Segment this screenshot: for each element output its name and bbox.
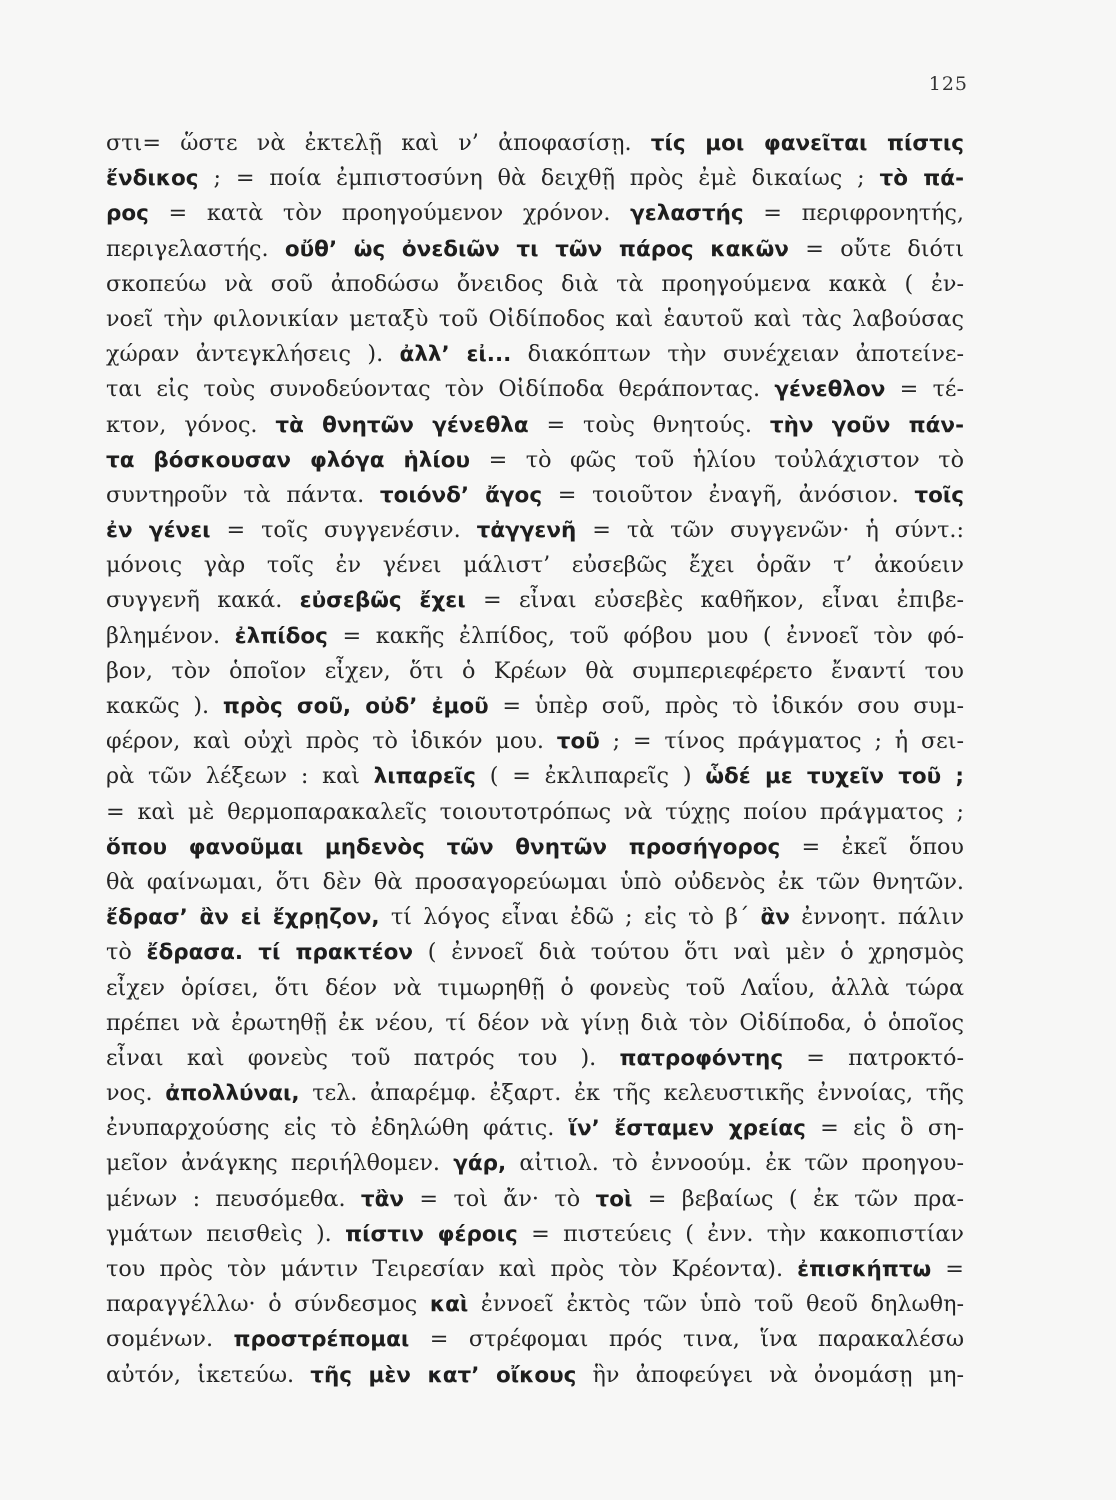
lemma-bold: προστρέπομαι [233,1327,410,1353]
gloss-text: μεῖον ἀνάγκης περιήλθομεν. [106,1150,454,1177]
text-line [106,900,964,935]
gloss-text: γμάτων πεισθεὶς ). [106,1220,346,1247]
gloss-text: ἐννοεῖ ἐκτὸς τῶν ὑπὸ τοῦ θεοῦ δηλωθη- [468,1291,964,1318]
gloss-text: νος. [106,1080,166,1107]
gloss-text: = βεβαίως ( ἐκ τῶν πρα- [632,1185,964,1212]
text-line [106,126,964,161]
gloss-text: φέρον, καὶ οὐχὶ πρὸς τὸ ἰδικόν μου. [106,728,557,755]
lemma-bold: τοῖς [914,482,964,508]
lemma-bold: ἀλλ’ εἰ... [399,342,512,368]
gloss-text: = τοὶ ἄν· τὸ [404,1185,596,1212]
gloss-text: θὰ φαίνωμαι, ὅτι δὲν θὰ προσαγορεύωμαι ὑπὸ οὐδενὸς ἐκ τῶν θνητῶν. [106,868,964,895]
text-line [106,583,964,618]
lemma-bold: τοῦ [556,729,600,755]
text-line [106,302,964,337]
text-line [106,1146,964,1181]
lemma-bold: ἔδρασ’ ἂν εἰ ἔχρῃζον, [106,905,380,931]
gloss-text: συγγενῆ κακά. [106,587,300,614]
gloss-text: = κακῆς ἐλπίδος, τοῦ φόβου μου ( ἐννοεῖ τὸν φό- [327,622,964,649]
gloss-text: τὸ [106,939,147,966]
gloss-text: κακῶς ). [106,693,223,719]
text-line [106,619,964,654]
lemma-bold: πίστιν φέροις [345,1221,518,1247]
gloss-text: συντηροῦν τὰ πάντα. [106,481,380,508]
gloss-text: = περιφρονητής, [743,200,964,227]
lemma-bold: εὐσεβῶς ἔχει [299,588,466,614]
gloss-text: στι [106,130,143,156]
gloss-text: = τοὺς θνητούς. [528,411,770,438]
text-line [106,548,964,583]
gloss-text: εἶναι καὶ φονεὺς τοῦ πατρός του ). [106,1044,620,1071]
lemma-bold: τοὶ [595,1186,633,1212]
gloss-text: χώραν ἀντεγκλήσεις ). [106,341,400,368]
gloss-text: = εἰς ὃ ση- [805,1115,964,1142]
gloss-text: αἰτιολ. τὸ ἐννοούμ. ἐκ τῶν προηγου- [506,1150,964,1177]
gloss-text: = εἶναι εὐσεβὲς καθῆκον, εἶναι ἐπιβε- [465,587,964,614]
lemma-bold: ἵν’ ἔσταμεν χρείας [568,1116,806,1142]
gloss-text: ; = τίνος πράγματος ; ἡ σει- [599,728,964,755]
gloss-text: βον, τὸν ὁποῖον εἶχεν, ὅτι ὁ Κρέων θὰ συμπεριεφέρετο ἔναντί του [106,657,964,684]
lemma-bold: τὸ πά- [879,166,964,192]
text-line [106,443,964,478]
text-line [106,1322,964,1357]
text-line [106,759,964,794]
text-line [106,971,964,1006]
text-line [106,1041,964,1076]
lemma-bold: καὶ [429,1292,469,1318]
gloss-text: εἶχεν ὁρίσει, ὅτι δέον νὰ τιμωρηθῇ ὁ φονεὺς τοῦ Λαΐου, ἀλλὰ τώρα [106,974,964,1001]
lemma-bold: ἐλπίδος [234,623,328,649]
text-line [106,865,964,900]
lemma-bold: ἂν [760,905,790,931]
text-line [106,408,964,443]
text-line [106,654,964,689]
gloss-text: περιγελαστής. [106,235,285,262]
text-line [106,1076,964,1111]
text-line [106,513,964,548]
gloss-text: κτον, γόνος. [106,411,276,438]
page-number: 125 [928,73,968,95]
gloss-text: = τοῖς συγγενέσιν. [210,517,477,544]
gloss-text: ( ἐννοεῖ διὰ τούτου ὅτι ναὶ μὲν ὁ χρησμὸς [413,939,964,966]
gloss-text: αὐτόν, ἱκετεύω. [106,1361,311,1388]
text-line [106,478,964,513]
lemma-bold: γένεθλον [774,377,886,403]
lemma-bold: ἐπισκήπτω [797,1257,932,1282]
gloss-text: του πρὸς τὸν μάντιν Τειρεσίαν καὶ πρὸς τὸν Κρέοντα). [106,1256,798,1282]
gloss-text: ἐννοητ. πάλιν [789,904,964,931]
gloss-text: = ὥστε νὰ ἐκτελῇ καὶ ν’ ἀποφασίσῃ. [142,130,651,156]
text-line [106,196,964,231]
lemma-bold: ρος [106,201,149,227]
gloss-text: = στρέφομαι πρός τινα, ἵνα παρακαλέσω [409,1326,964,1353]
lemma-bold: τἂν [360,1186,405,1212]
text-line [106,795,964,830]
lemma-bold: τῆς μὲν κατ’ οἴκους [310,1362,577,1388]
lemma-bold: ἀπολλύναι, [165,1081,300,1107]
text-line [106,935,964,970]
text-line [106,689,964,724]
gloss-text: = κατὰ τὸν προηγούμενον χρόνον. [148,200,631,227]
gloss-text: ; = ποία ἐμπιστοσύνη θὰ δειχθῇ πρὸς ἐμὲ δικαίως ; [198,165,880,192]
text-line [106,267,964,302]
text-line [106,1287,964,1322]
gloss-text: = πατροκτό- [783,1044,964,1071]
gloss-text: ( = ἐκλιπαρεῖς ) [475,763,706,790]
gloss-text: = τὰ τῶν συγγενῶν· ἡ σύντ.: [576,517,964,544]
lemma-bold: ἔδρασα. τί πρακτέον [146,940,414,966]
gloss-text: = πιστεύεις ( ἐνν. τὴν κακοπιστίαν [517,1220,964,1247]
text-line [106,1358,964,1393]
lemma-bold: οὔθ’ ὡς ὀνεδιῶν τι τῶν πάρος κακῶν [284,236,789,262]
gloss-text: ἐνυπαρχούσης εἰς τὸ ἐδηλώθη φάτις. [106,1115,569,1142]
lemma-bold: τὰ θνητῶν γένεθλα [275,412,529,438]
lemma-bold: ὅπου φανοῦμαι μηδενὸς τῶν θνητῶν προσήγορος [106,834,781,860]
lemma-bold: λιπαρεῖς [373,764,476,790]
gloss-text: νοεῖ τὴν φιλονικίαν μεταξὺ τοῦ Οἰδίποδος καὶ ἑαυτοῦ καὶ τὰς λαβούσας [106,305,964,332]
lemma-bold: τὴν γοῦν πάν- [769,412,964,438]
gloss-text: μένων : πευσόμεθα. [106,1185,361,1212]
commentary-text [106,126,964,1393]
gloss-text: = τέ- [885,376,964,403]
lemma-bold: πατροφόντης [619,1045,784,1071]
gloss-text: ρὰ τῶν λέξεων : καὶ [106,763,374,790]
gloss-text: = ὑπὲρ σοῦ, πρὸς τὸ ἰδικόν σου συμ- [488,693,964,719]
text-line [106,830,964,865]
gloss-text: = τοιοῦτον ἐναγῆ, ἀνόσιον. [542,481,915,508]
text-line [106,337,964,372]
gloss-text: ται εἰς τοὺς συνοδεύοντας τὸν Οἰδίποδα θεράποντας. [106,376,775,403]
gloss-text: βλημένον. [106,622,235,649]
gloss-text: = ἐκεῖ ὅπου [780,833,964,860]
text-line [106,232,964,267]
gloss-text: σκοπεύω νὰ σοῦ ἀποδώσω ὄνειδος διὰ τὰ προηγούμενα κακὰ ( ἐν- [106,270,964,297]
text-line [106,1111,964,1146]
text-line [106,1182,964,1217]
text-line [106,161,964,196]
lemma-bold: πρὸς σοῦ, οὐδ’ ἐμοῦ [222,694,489,719]
gloss-text: = οὔτε διότι [788,235,964,262]
gloss-text: διακόπτων τὴν συνέχειαν ἀποτείνε- [511,341,965,368]
text-line [106,1217,964,1252]
lemma-bold: τίς μοι φανεῖται πίστις [650,131,964,156]
lemma-bold: ὧδέ με τυχεῖν τοῦ ; [705,764,964,790]
text-line [106,724,964,759]
gloss-text: μόνοις γὰρ τοῖς ἐν γένει μάλιστ’ εὐσεβῶς ἔχει ὁρᾶν τ’ ἀκούειν [106,552,964,579]
text-line [106,1006,964,1041]
text-line [106,1252,964,1287]
gloss-text: τελ. ἀπαρέμφ. ἐξαρτ. ἐκ τῆς κελευστικῆς ἐννοίας, τῆς [299,1080,964,1107]
lemma-bold: τἀγγενῆ [476,518,577,544]
gloss-text: = καὶ μὲ θερμοπαρακαλεῖς τοιουτοτρόπως νὰ τύχῃς ποίου πράγματος ; [106,798,964,825]
gloss-text: τί λόγος εἶναι ἐδῶ ; εἰς τὸ β΄ [379,904,761,931]
gloss-text: παραγγέλλω· ὁ σύνδεσμος [106,1291,430,1318]
gloss-text: πρέπει νὰ ἐρωτηθῇ ἐκ νέου, τί δέον νὰ γίνῃ διὰ τὸν Οἰδίποδα, ὁ ὁποῖος [106,1009,964,1036]
lemma-bold: ἐν γένει [106,518,211,544]
gloss-text: σομένων. [106,1326,234,1353]
text-line [106,372,964,407]
gloss-text: = τὸ φῶς τοῦ ἡλίου τοὐλάχιστον τὸ [470,446,964,473]
lemma-bold: γελαστής [630,201,744,227]
gloss-text: ἣν ἀποφεύγει νὰ ὀνομάσῃ μη- [576,1361,964,1388]
lemma-bold: τα βόσκουσαν φλόγα ἡλίου [106,447,471,473]
lemma-bold: γάρ, [453,1151,507,1177]
lemma-bold: τοιόνδ’ ἄγος [379,482,543,508]
gloss-text: = [931,1256,964,1282]
lemma-bold: ἔνδικος [106,166,199,192]
